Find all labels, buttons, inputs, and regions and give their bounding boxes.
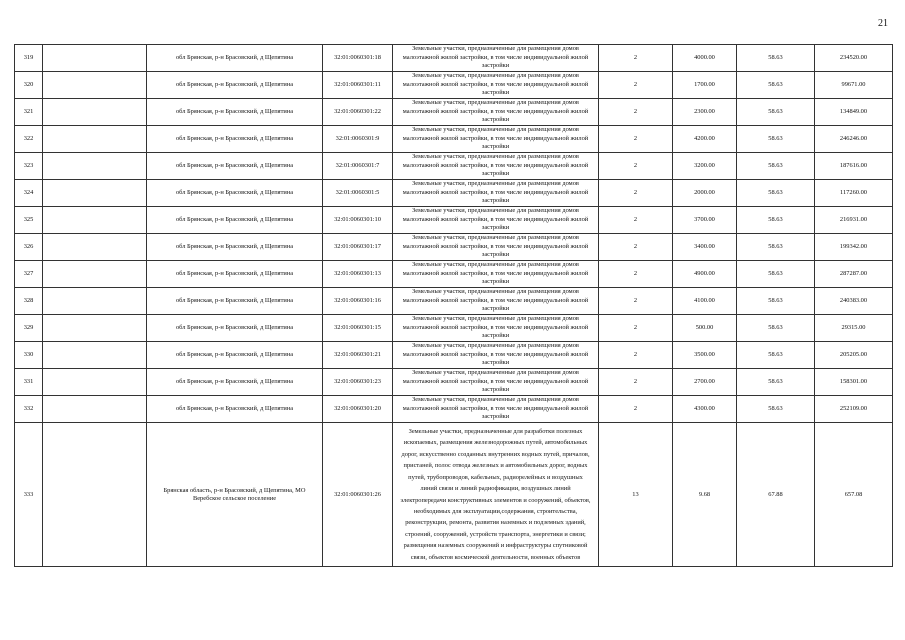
table-row [15,207,893,234]
cell-area: 4200.00 [673,126,737,153]
cell-empty [43,234,147,261]
cell-number: 325 [15,207,43,234]
table-row [15,315,893,342]
table-row [15,423,893,567]
cell-land-use: Земельные участки, предназначенные для размещения домов малоэтажной жилой застройки, в том числе индивидуальной жилой застройки [393,288,599,315]
cell-address: обл Брянская, р-н Брасовский, д Щепятина [147,396,323,423]
cell-land-use: Земельные участки, предназначенные для размещения домов малоэтажной жилой застройки, в том числе индивидуальной жилой застройки [393,396,599,423]
cell-area: 3200.00 [673,153,737,180]
cell-group-code: 2 [599,315,673,342]
cell-cadastral-number: 32:01:0060301:10 [323,207,393,234]
cell-cadastral-value: 29315.00 [815,315,893,342]
table-body [15,45,893,567]
cell-area: 2700.00 [673,369,737,396]
cell-address: обл Брянская, р-н Брасовский, д Щепятина [147,315,323,342]
cell-land-use: Земельные участки, предназначенные для размещения домов малоэтажной жилой застройки, в том числе индивидуальной жилой застройки [393,45,599,72]
cell-empty [43,45,147,72]
cell-area: 3700.00 [673,207,737,234]
cell-specific-value: 58.63 [737,315,815,342]
cell-specific-value: 58.63 [737,72,815,99]
cell-group-code: 2 [599,72,673,99]
cell-land-use: Земельные участки, предназначенные для размещения домов малоэтажной жилой застройки, в том числе индивидуальной жилой застройки [393,153,599,180]
cell-group-code: 2 [599,153,673,180]
cell-number: 324 [15,180,43,207]
cell-cadastral-number: 32:01:0060301:20 [323,396,393,423]
cell-area: 1700.00 [673,72,737,99]
cell-address: обл Брянская, р-н Брасовский, д Щепятина [147,126,323,153]
cell-area: 4100.00 [673,288,737,315]
cell-number: 331 [15,369,43,396]
cell-cadastral-value: 234520.00 [815,45,893,72]
cell-cadastral-number: 32:01:0060301:9 [323,126,393,153]
cell-number: 319 [15,45,43,72]
cell-cadastral-number: 32:01:0060301:5 [323,180,393,207]
cell-specific-value: 58.63 [737,234,815,261]
cell-number: 326 [15,234,43,261]
cell-specific-value: 58.63 [737,153,815,180]
cell-address: Брянская область, р-н Брасовский, д Щепятина, МО Веребское сельское поселение [147,423,323,567]
cell-cadastral-value: 117260.00 [815,180,893,207]
cell-specific-value: 58.63 [737,369,815,396]
cell-address: обл Брянская, р-н Брасовский, д Щепятина [147,180,323,207]
cell-address: обл Брянская, р-н Брасовский, д Щепятина [147,234,323,261]
cell-specific-value: 58.63 [737,126,815,153]
cell-empty [43,207,147,234]
cell-land-use: Земельные участки, предназначенные для размещения домов малоэтажной жилой застройки, в том числе индивидуальной жилой застройки [393,369,599,396]
cell-land-use: Земельные участки, предназначенные для размещения домов малоэтажной жилой застройки, в том числе индивидуальной жилой застройки [393,207,599,234]
table-row [15,180,893,207]
cell-land-use: Земельные участки, предназначенные для разработки полезных ископаемых, размещения железнодорожных путей, автомобильных дорог, искусственно созданных внутренних водных путей, причалов, пристаней, полос отвода железных и автомобильных дорог, водных путей, трубопроводов, кабельных, радиорелейных и воздушных линий связи и линий радиофикации, воздушных линий электропередачи конструктивных элементов и сооружений, объектов, необходимых для эксплуатации,содержания, строительства, реконструкции, ремонта, развития наземных и подземных зданий, строений, сооружений, устройств транспорта, энергетики и связи; размещения наземных сооружений и инфраструктуры спутниковой связи, объектов космической деятельности, военных объектов [393,423,599,567]
table-row [15,234,893,261]
cell-area: 3400.00 [673,234,737,261]
cell-number: 332 [15,396,43,423]
cell-group-code: 2 [599,369,673,396]
cell-cadastral-number: 32:01:0060301:7 [323,153,393,180]
cell-group-code: 2 [599,288,673,315]
cell-cadastral-value: 134849.00 [815,99,893,126]
table-row [15,45,893,72]
cell-cadastral-number: 32:01:0060301:15 [323,315,393,342]
table-row [15,153,893,180]
cell-cadastral-number: 32:01:0060301:11 [323,72,393,99]
cell-area: 2000.00 [673,180,737,207]
cell-address: обл Брянская, р-н Брасовский, д Щепятина [147,153,323,180]
cell-land-use: Земельные участки, предназначенные для размещения домов малоэтажной жилой застройки, в том числе индивидуальной жилой застройки [393,315,599,342]
cell-specific-value: 67.88 [737,423,815,567]
cell-land-use: Земельные участки, предназначенные для размещения домов малоэтажной жилой застройки, в том числе индивидуальной жилой застройки [393,99,599,126]
cell-address: обл Брянская, р-н Брасовский, д Щепятина [147,72,323,99]
cell-empty [43,423,147,567]
cell-specific-value: 58.63 [737,288,815,315]
cell-address: обл Брянская, р-н Брасовский, д Щепятина [147,369,323,396]
cell-address: обл Брянская, р-н Брасовский, д Щепятина [147,99,323,126]
cell-area: 9.68 [673,423,737,567]
cell-specific-value: 58.63 [737,207,815,234]
cell-cadastral-number: 32:01:0060301:26 [323,423,393,567]
cell-specific-value: 58.63 [737,396,815,423]
cell-empty [43,126,147,153]
cell-group-code: 2 [599,207,673,234]
cell-specific-value: 58.63 [737,342,815,369]
cell-cadastral-value: 246246.00 [815,126,893,153]
table-row [15,72,893,99]
cell-empty [43,342,147,369]
cell-land-use: Земельные участки, предназначенные для размещения домов малоэтажной жилой застройки, в том числе индивидуальной жилой застройки [393,261,599,288]
table-row [15,288,893,315]
table-row [15,99,893,126]
table-row [15,396,893,423]
cell-group-code: 2 [599,342,673,369]
cell-area: 2300.00 [673,99,737,126]
cell-empty [43,72,147,99]
cell-area: 500.00 [673,315,737,342]
cell-address: обл Брянская, р-н Брасовский, д Щепятина [147,207,323,234]
cell-empty [43,180,147,207]
cell-empty [43,99,147,126]
table-row [15,369,893,396]
cell-specific-value: 58.63 [737,99,815,126]
cell-cadastral-value: 287287.00 [815,261,893,288]
cell-area: 4300.00 [673,396,737,423]
page-number: 21 [878,18,888,29]
table-row [15,342,893,369]
cell-number: 330 [15,342,43,369]
cell-number: 320 [15,72,43,99]
table-row [15,126,893,153]
cell-number: 333 [15,423,43,567]
cell-empty [43,261,147,288]
cell-specific-value: 58.63 [737,180,815,207]
cell-number: 327 [15,261,43,288]
cell-group-code: 13 [599,423,673,567]
table-row [15,261,893,288]
cell-cadastral-value: 187616.00 [815,153,893,180]
cell-cadastral-number: 32:01:0060301:13 [323,261,393,288]
cell-cadastral-number: 32:01:0060301:16 [323,288,393,315]
cell-cadastral-number: 32:01:0060301:21 [323,342,393,369]
cell-cadastral-number: 32:01:0060301:22 [323,99,393,126]
cell-address: обл Брянская, р-н Брасовский, д Щепятина [147,45,323,72]
cell-specific-value: 58.63 [737,45,815,72]
cell-empty [43,315,147,342]
cell-cadastral-value: 199342.00 [815,234,893,261]
cell-area: 3500.00 [673,342,737,369]
cell-address: обл Брянская, р-н Брасовский, д Щепятина [147,261,323,288]
cell-cadastral-value: 657.08 [815,423,893,567]
cell-empty [43,288,147,315]
cell-cadastral-number: 32:01:0060301:17 [323,234,393,261]
cell-number: 322 [15,126,43,153]
cell-group-code: 2 [599,234,673,261]
cell-cadastral-value: 252109.00 [815,396,893,423]
cell-cadastral-value: 205205.00 [815,342,893,369]
cell-cadastral-value: 240383.00 [815,288,893,315]
cell-number: 323 [15,153,43,180]
cell-address: обл Брянская, р-н Брасовский, д Щепятина [147,342,323,369]
cell-land-use: Земельные участки, предназначенные для размещения домов малоэтажной жилой застройки, в том числе индивидуальной жилой застройки [393,342,599,369]
cell-group-code: 2 [599,180,673,207]
cell-area: 4000.00 [673,45,737,72]
cell-number: 329 [15,315,43,342]
cell-empty [43,369,147,396]
cell-cadastral-number: 32:01:0060301:18 [323,45,393,72]
cell-cadastral-number: 32:01:0060301:23 [323,369,393,396]
land-plots-table [14,44,893,567]
cell-group-code: 2 [599,99,673,126]
cell-land-use: Земельные участки, предназначенные для размещения домов малоэтажной жилой застройки, в том числе индивидуальной жилой застройки [393,180,599,207]
cell-specific-value: 58.63 [737,261,815,288]
cell-cadastral-value: 216931.00 [815,207,893,234]
cell-group-code: 2 [599,396,673,423]
cell-empty [43,153,147,180]
cell-cadastral-value: 158301.00 [815,369,893,396]
cell-group-code: 2 [599,261,673,288]
cell-area: 4900.00 [673,261,737,288]
cell-land-use: Земельные участки, предназначенные для размещения домов малоэтажной жилой застройки, в том числе индивидуальной жилой застройки [393,126,599,153]
cell-number: 321 [15,99,43,126]
cell-group-code: 2 [599,45,673,72]
cell-land-use: Земельные участки, предназначенные для размещения домов малоэтажной жилой застройки, в том числе индивидуальной жилой застройки [393,234,599,261]
cell-group-code: 2 [599,126,673,153]
cell-cadastral-value: 99671.00 [815,72,893,99]
cell-number: 328 [15,288,43,315]
cell-land-use: Земельные участки, предназначенные для размещения домов малоэтажной жилой застройки, в том числе индивидуальной жилой застройки [393,72,599,99]
cell-address: обл Брянская, р-н Брасовский, д Щепятина [147,288,323,315]
cell-empty [43,396,147,423]
